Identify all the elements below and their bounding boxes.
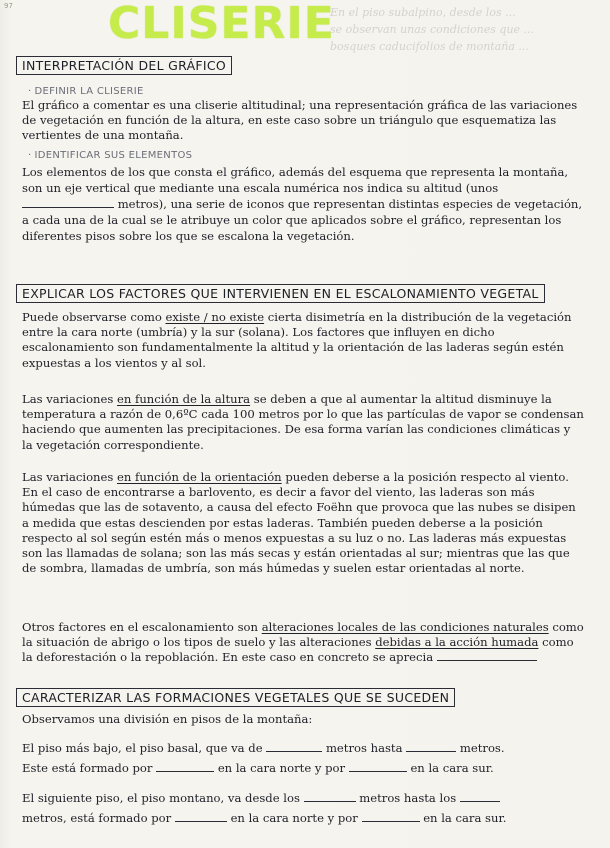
- subheading-identificar: [28, 150, 192, 161]
- paragraph-intro-pisos: Observamos una división en pisos de la montaña:: [22, 712, 313, 726]
- section-heading-interpretacion: INTERPRETACIÓN DEL GRÁFICO: [16, 56, 232, 75]
- altura-text-b: se deben a que al aumentar la altitud disminuye la temperatura a razón de 0,6ºC cada 100 metros por lo que las partículas de vapor se condensan haciendo que aumenten las precipitaciones. De esa forma varían las condiciones climáticas y la vegetación correspondiente.: [22, 392, 584, 452]
- elementos-text-a: Los elementos de los que consta el gráfico, además del esquema que representa la montaña, son un eje vertical que mediante una escala numérica nos indica su altitud (unos: [22, 165, 569, 195]
- otros-text-c: como la deforestación o la repoblación. En este caso en concreto se aprecia: [22, 635, 574, 665]
- montano-text-b: metros hasta los: [359, 791, 457, 805]
- altura-underlined: en función de la altura: [117, 392, 251, 406]
- montano-text-a: El siguiente piso, el piso montano, va desde los: [22, 791, 300, 805]
- alteraciones-locales-underlined: alteraciones locales de las condiciones naturales: [261, 620, 549, 634]
- basal-text-b: metros hasta: [325, 741, 403, 755]
- otros-text-a: Otros factores en el escalonamiento son: [22, 620, 258, 634]
- section-heading-factores: EXPLICAR LOS FACTORES QUE INTERVIENEN EN EL ESCALONAMIENTO VEGETAL: [16, 284, 545, 303]
- fill-blank-basal-sur[interactable]: [349, 761, 407, 772]
- orientacion-text-a: Las variaciones: [22, 470, 114, 484]
- fill-blank-basal-desde[interactable]: [266, 741, 322, 752]
- fill-blank-montano-hasta[interactable]: [460, 791, 500, 802]
- subheading-definir: [28, 86, 144, 97]
- paragraph-elementos: [22, 164, 584, 244]
- elementos-text-b: metros), una serie de iconos que representan distintas especies de vegetación, a cada una de la cual se le atribuye un color que aplicados sobre el gráfico, representan los diferentes pisos sobre los que se escalona la vegetación.: [22, 197, 583, 243]
- basal-text-c: metros.: [459, 741, 505, 755]
- subheading-definir-label: DEFINIR LA CLISERIE: [34, 86, 144, 97]
- montano-text-e: en la cara sur.: [423, 811, 507, 825]
- fill-blank-basal-norte[interactable]: [156, 761, 214, 772]
- orientacion-text-b: pueden deberse a la posición respecto al viento. En el caso de encontrarse a barlovento, es decir a favor del viento, las laderas son más húmedas que las de sotavento, a causa del efecto Foëhn que provoca que las nubes se disipen a medida que estas descienden por estas laderas. También pueden deberse a la posición respecto al sol según estén más o menos expuestas a su luz o no. Las laderas más expuestas son las llamadas de solana; son las más secas y están orientadas al sur; mientras que las que de sombra, llamadas de umbría, son más húmedas y suelen estar orientadas al norte.: [22, 470, 576, 576]
- existe-option[interactable]: existe / no existe: [165, 310, 265, 324]
- accion-humana-underlined: debidas a la acción humada: [375, 635, 539, 650]
- fill-blank-basal-hasta[interactable]: [406, 741, 456, 752]
- paragraph-piso-basal: [22, 738, 584, 778]
- paragraph-otros-factores: [22, 620, 584, 666]
- fill-blank-aprecia[interactable]: [437, 650, 537, 661]
- disimetria-text-a: Puede observarse como: [22, 310, 162, 324]
- orientacion-underlined: en función de la orientación: [117, 470, 282, 484]
- section-heading-formaciones: CARACTERIZAR LAS FORMACIONES VEGETALES QUE SE SUCEDEN: [16, 688, 455, 707]
- basal-text-e: en la cara norte y por: [217, 761, 346, 775]
- paragraph-piso-montano: [22, 788, 584, 828]
- fill-blank-montano-sur[interactable]: [362, 811, 420, 822]
- paragraph-disimetria: [22, 310, 584, 371]
- disimetria-text-b: cierta disimetría en la distribución de la vegetación entre la cara norte (umbría) y la sur (solana). Los factores que influyen en dicho escalonamiento son fundamentalmente la altitud y la orientación de las laderas según estén expuestas a los vientos y al sol.: [22, 310, 572, 370]
- otros-text-b: como la situación de abrigo o los tipos de suelo y las alteraciones: [22, 620, 584, 650]
- bullet-dot: ·: [28, 86, 32, 97]
- fill-blank-altitud[interactable]: [22, 197, 114, 208]
- basal-text-f: en la cara sur.: [410, 761, 494, 775]
- subheading-identificar-label: IDENTIFICAR SUS ELEMENTOS: [34, 150, 193, 161]
- fill-blank-montano-norte[interactable]: [175, 811, 227, 822]
- page-title: CLISERIE: [108, 0, 335, 49]
- bullet-dot: ·: [28, 150, 32, 161]
- montano-text-d: en la cara norte y por: [230, 811, 358, 825]
- page-number: 97: [4, 2, 13, 10]
- basal-text-d: Este está formado por: [22, 761, 153, 775]
- montano-text-c: metros, está formado por: [22, 811, 172, 825]
- altura-text-a: Las variaciones: [22, 392, 114, 406]
- basal-text-a: El piso más bajo, el piso basal, que va de: [22, 741, 263, 755]
- bleed-through-text: En el piso subalpino, desde los ... se observan unas condiciones que ... bosques caducifolios de montaña ...: [330, 6, 535, 53]
- fill-blank-montano-desde[interactable]: [304, 791, 356, 802]
- paragraph-orientacion: [22, 470, 584, 576]
- paragraph-definicion: El gráfico a comentar es una cliserie altitudinal; una representación gráfica de las variaciones de vegetación en función de la altura, en este caso sobre un triángulo que esquematiza las vertientes de una montaña.: [22, 98, 578, 143]
- paragraph-altura: [22, 392, 584, 453]
